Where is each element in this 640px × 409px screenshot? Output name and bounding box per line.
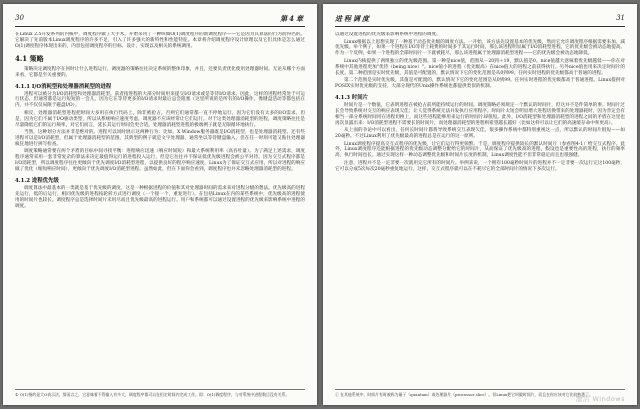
paragraph: 在Linux 2.5开发系列的内核中，调度程序做了大手术。开始采用了一种叫做O(1)调度程序的新调度程序——它是因为其算法的行为而得名的。它解决了先前版本Linux调度程序的许多不足，引入了许多强大的新特性和性能特征。本章将介绍调度程序设计原理以及它们具体是怎么通过O(1)调度程序体现出来的，内容包括调度程序的目标、设计、实现以及相关的系统调用。: [15, 32, 305, 49]
left-footnote: ① O(1)指的是大O表示法，简而言之，它意味着不管输入有多大，调度程序都可以在恒定时间内完成工作。即：O(1)调度程序，与对系统中进程数目没有关系。: [15, 389, 305, 397]
paragraph: 时间片是一个数值，它表明进程在被抢占前所能持续运行的时间。调度策略必须规定一个默认的时间片，但这并不是件简单的事。时间片过长会导致系统对交互的响应表现欠佳；让人觉得系统无法并发执行应用程序。时间片太短会明显增大进程切换带来的处理器耗时，因为肯定会有相当一部分系统时间用在进程切换上，而这些进程能够用来运行的时间片却很短。此外，I/O消耗型和处理器消耗型的进程之间的矛盾在这里也再次显露出来：I/O消耗型进程不需要长的时间片，而处理器消耗型的进程则希望越长越好（比如这样可以让它们的高速缓存命中率更高）。: [335, 102, 625, 126]
paragraph: Linux调度程序提高交互式程序的优先级，让它们运行得更频繁。于是，调度程序提供较长的默认时间片（参看图4-1）给交互式程序。此外，Linux调度程序还能根据进程的优先级动态调整分配给它的时间片，从而保证了优先级高的进程，假设也是重要性高的进程，执行的频率高，执行时间也长。通过实现这样一种动态调整优先级和时间片长度的机制，Linux调度性能不但非常稳定而且也很强健。: [335, 141, 625, 159]
paragraph: 以通过设置进程的优先级来影响系统中进程的调度。: [335, 32, 441, 37]
left-chapter-header: 第4章: [280, 14, 305, 23]
left-page-number: 30: [15, 14, 24, 22]
right-page: [323, 4, 637, 405]
paragraph: 调度策略通常要在两个矛盾的目标中间寻找平衡：进程响应迅速（响应时间短）和最大系统利用率（高吞吐量）。为了满足上述需求，调度程序通常采用一套非常复杂的算法来决定最值得运行的进程投入运行，但是它往往并不保证低优先级进程会被公平对待。因为交互式程序都是I/O消耗型，所以调度程序往往更倾向于优先调度I/O消耗型进程，以提供良好的程序响应速度。Linux为了保证交互式应用，所以对进程的响应做了优化（缩短响应时间），更倾向于优先调度I/O消耗型进程。虽然如此，但在下面你会看到，调度程序也并未忽略处理器消耗型的进程。: [15, 149, 305, 173]
paragraph: 当然，这种划分方法并非是绝对的。进程可以同时展示这两种行为：比如，X Window服务器既是I/O消耗型，也是处理器消耗型。还有些进程可以是I/O消耗型，但属于处理器消耗型的范围。其典型的例子就是文字处理器，通常坐以等待键盘输入，但在任一时刻可能又粘住处理器疯狂地进行拼写检查。: [15, 130, 305, 147]
section-heading: 4.1 策略: [15, 53, 44, 63]
left-page: [3, 4, 317, 405]
paragraph: 从上面的争论中可以看出，任何长时间片都将导致系统交互表现欠佳。很多操作系统中都特别重视这一点，所以默认的时间片很短——如20毫秒。不过Linux利用了优先级最高的进程总是在运行的这一原则。: [335, 128, 625, 140]
right-page-number: 31: [616, 14, 625, 22]
paragraph: 进程可以被分为I/O消耗型和处理器消耗型。前者指进程的大部分时间用来提交I/O请求或是等待I/O请求。因此，这样的进程经常处于可运行状态，但通常都是运行短短的一会儿，因为它在等待更多的I/O请求时最后总会阻塞（这里所说的是所有的I/O操作，像键盘活动等都包括在内，并不仅仅局限于磁盘I/O）。: [15, 91, 305, 109]
subsection-heading: 4.1.3 时间片: [335, 94, 369, 101]
paragraph: 注意，进程并不是一定非要一次就用完它所有的时间片。举例来说，一个拥有100毫秒时间片的进程并不一定非要一次运行完这100毫秒，它可以分成5次每次20毫秒重复地运行。这样，交互式程序就可以在不耗尽它的全部时间片的情况下多次运行。: [335, 160, 625, 172]
paragraph: 第二个范围是实时优先级，其值是可配置的，默认情况下它的变化范围是从0到99。任何实时进程的优先级都高于普通进程。Linux提供对POSIX实时优先级的支持，大部分现代的Unix操作系统也都提供类似的机制。: [335, 78, 625, 90]
paragraph: Linux内核提供了两组独立的优先级范围。第一种是nice值，范围从－20到＋19，默认值是0。nice值越大意味着优先级越低——你在对系统中其他进程更加"优待（being nice）"。nice值小的进程（优先级高）在nice值大的进程之前获得执行。另外nice值也用来决定时间片的长度。第二种范围是实时优先级，其值是可配置的，默认情况下它的变化范围是从0到99。任何实时进程的优先级都高于普通的进程。: [335, 58, 625, 76]
left-page-header: [15, 12, 305, 27]
right-footnote: ① 在其他系统中，时间片有时被称为量子（quantum）或处理器片（processor slice）。但Linux把它叫做时间片，而且在你应该对它比较熟悉了。: [335, 389, 625, 397]
paragraph: 策略决定调度程序在何时让什么进程运行。调度器的策略往往决定系统的整体印象，并且，还要负责优化使用处理器时间。无论从哪个方面来看，它都是至关重要的。: [15, 66, 305, 78]
right-page-body: [335, 32, 625, 387]
right-chapter-header: 进程调度: [335, 14, 371, 23]
activation-watermark: 激活 Windows: [575, 395, 625, 403]
right-page-header: [335, 12, 625, 27]
subsection-heading: 4.1.1 I/O消耗型和处理器消耗型的进程: [15, 83, 112, 90]
paragraph: Linux根据以上思想实现了一种基于动态优先级的调度方法。一开始，该方法先设置基本的优先级，然而它允许调度程序根据需要来加、减优先级。举个例子，如果一个进程在I/O等待上耗费的时间多于其运行时间，那么该进程明显属于I/O消耗型进程，它的优先级会被动态地提高。作为一个反例，如果一个进程的全部时间片一下就被耗尽，那么该进程属于处理器消耗型进程——它的优先级会被动态地降低。: [335, 39, 625, 57]
paragraph: 调度算法中最基本的一类就是基于优先级的调度。这是一种根据进程的价值和其对处理器时间的需求来对进程分级的想法。优先级高的进程先运行，低的后运行，相同优先级的进程按轮转方式进行调度（一个接一个，重复进行）。在包括Linux在内的某些系统中，优先级高的进程使用的时间片也较长。调度程序总是选择时间片未用尽而且优先级最高的进程运行。用户和系统都可以通过设置进程的优先级来影响系统中进程的调度。: [15, 186, 305, 209]
subsection-heading: 4.1.2 进程优先级: [15, 178, 59, 185]
paragraph: 相反，处理器消耗型进程把时间大多用在执行代码上。除非被抢占，否则它们通常都一直不停地运行，因为它们没有太多的I/O需求。但是，因为它们不属于I/O驱动类型，所以从系统响应速度考虑，调度器不应该经常让它们运行。对于这类处理器消耗型的进程，调度策略往往是尽量降低它们的运行频率，对它们而言，延长其运行时间会更合适。处理器消耗型进程的极端例子就是无限循环地执行。: [15, 110, 305, 128]
left-page-body: [15, 32, 305, 387]
